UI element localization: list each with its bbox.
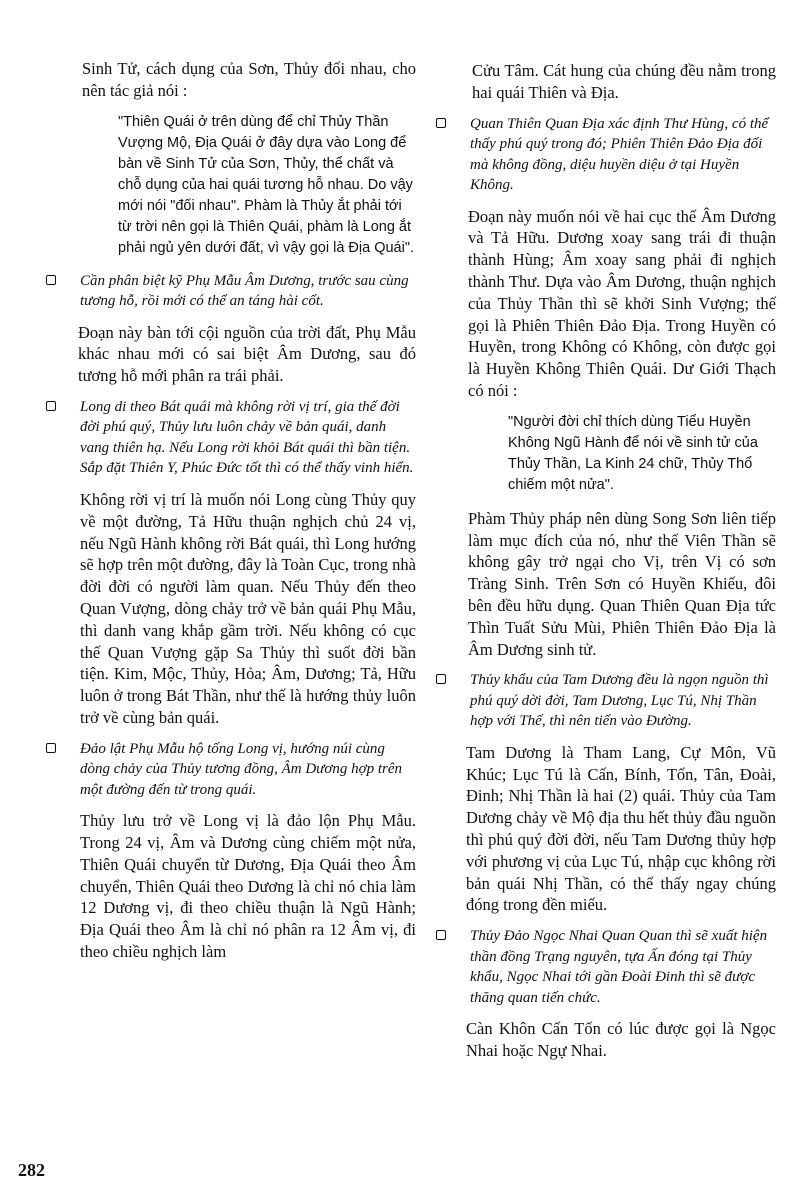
quote-block: "Người đời chỉ thích dùng Tiểu Huyền Không Ngũ Hành để nói về sinh tử của Thủy Thần, La Kinh 24 chữ, Thủy Thổ chiếm một nửa". xyxy=(508,413,758,493)
checkbox-icon xyxy=(46,401,56,411)
bullet-item xyxy=(436,926,776,1008)
paragraph: Càn Khôn Cấn Tốn có lúc được gọi là Ngọc Nhai hoặc Ngự Nhai. xyxy=(466,1019,776,1061)
bullet-item xyxy=(436,670,776,732)
checkbox-icon xyxy=(46,743,56,753)
checkbox-icon xyxy=(46,275,56,285)
checkbox-icon xyxy=(436,674,446,684)
page-number: 282 xyxy=(18,1160,45,1180)
left-column xyxy=(46,58,416,973)
paragraph: Không rời vị trí là muốn nói Long cùng Thủy quy về một đường, Tả Hữu thuận nghịch chủ 24 vị, nếu Ngũ Hành không rời Bát quái, thì Long hướng sẽ hợp trên một đường, đây là Toàn Cục, trong nhà đời đời có người làm quan. Nếu Thủy đến theo Quan Vượng, dòng chảy trở về bản quái Phụ Mẫu, thì danh vang khắp gầm trời. Nếu không có cục thế Quan Vượng gặp Sa Thủy thì suốt đời bần tiện. Kim, Mộc, Thủy, Hỏa; Âm, Dương; Tả, Hữu luôn ở trong Bát Thần, như thế là hướng thủy luôn trở về cùng bản quái. xyxy=(80,489,416,727)
bullet-item xyxy=(46,739,416,801)
quote-block: "Thiên Quái ở trên dùng để chỉ Thủy Thần Vượng Mộ, Địa Quái ở đây dựa vào Long để bàn về Sinh Tử của Sơn, Thủy, thể chất và chỗ dụng của hai quái tương hỗ nhau. Do vậy mới nói "đối nhau". Phàm là Thủy ắt phải tới từ trời nên gọi là Thiên Quái, phàm là Long ắt phải ngủ yên dưới đất, vì vậy gọi là Địa Quái". xyxy=(118,113,414,256)
paragraph: Thủy lưu trở về Long vị là đảo lộn Phụ Mẫu. Trong 24 vị, Âm và Dương cùng chiếm một nửa, Thiên Quái chuyển từ Dương, Địa Quái theo Âm chuyển, Thiên Quái theo Dương là chỉ nó chia làm 12 Dương vị, đi theo chiều thuận là Ngũ Hành; Địa Quái theo Âm là chỉ nó phân ra 12 Âm vị, đi theo chiều nghịch làm xyxy=(80,811,416,962)
bullet-item xyxy=(46,271,416,312)
checkbox-icon xyxy=(436,118,446,128)
bullet-item xyxy=(436,114,776,196)
paragraph: Đoạn này muốn nói về hai cục thế Âm Dương và Tả Hữu. Dương xoay sang trái đi thuận thành Hùng; Âm xoay sang phải đi nghịch thành Thư. Dựa vào Âm Dương, thuận nghịch của Thủy Thần thì sẽ khởi Sinh Vượng; thế gọi là Phiên Thiên Đảo Địa. Trong Huyền có Huyền, trong Không có Không, còn được gọi là Huyền Không Thiên Quái. Dư Giới Thạch có nói : xyxy=(468,206,776,400)
right-column xyxy=(436,58,776,1072)
checkbox-icon xyxy=(436,930,446,940)
bullet-text: Cần phân biệt kỹ Phụ Mẫu Âm Dương, trước sau cùng tương hỗ, rồi mới có thể an táng hài cốt. xyxy=(80,272,409,310)
paragraph: Sinh Tử, cách dụng của Sơn, Thủy đối nhau, cho nên tác giả nói : xyxy=(82,59,416,100)
paragraph: Tam Dương là Tham Lang, Cự Môn, Vũ Khúc; Lục Tú là Cấn, Bính, Tốn, Tân, Đoài, Đinh; Nhị Thần là hai (2) quái. Thủy của Tam Dương chảy về Mộ địa thu hết thủy đầu nguồn thì phú quý đời đời, nếu Tam Dương thủy hợp với phương vị của Lục Tú, nhập cục không rời bản quái Nhị Thần, có thể thấy ngay chúng đóng trong đền miếu. xyxy=(466,742,776,915)
paragraph: Cửu Tâm. Cát hung của chúng đều nằm trong hai quái Thiên và Địa. xyxy=(472,61,776,102)
paragraph: Phàm Thủy pháp nên dùng Song Sơn liên tiếp làm mục đích của nó, như thế Viên Thần sẽ không gây trở ngại cho Vị, trên Vị có sơn Tràng Sinh. Trên Sơn có Huyền Khiếu, đôi bên đều hữu dụng. Quan Thiên Quan Địa tức Thìn Tuất Sửu Mùi, Phiên Thiên Đảo Địa là Âm Dương sinh tử. xyxy=(468,508,776,659)
bullet-text: Quan Thiên Quan Địa xác định Thư Hùng, có thể thấy phú quý trong đó; Phiên Thiên Đảo Địa đối mà không đồng, diệu huyền diệu ở tại Huyền Không. xyxy=(470,115,769,194)
bullet-text: Thủy khẩu của Tam Dương đều là ngọn nguồn thì phú quý dời đời, Tam Dương, Lục Tú, Nhị Thần hợp với Thế, thì nên tiến vào Đường. xyxy=(470,672,769,730)
bullet-text: Long di theo Bát quái mà không rời vị trí, gia thế đời đời phú quý, Thủy lưu luôn chảy về bản quái, danh vang thiên hạ. Nếu Long rời khỏi Bát quái thì bần tiện. Sắp đặt Thiên Y, Phúc Đức tốt thì có thể thấy vinh hiển. xyxy=(80,398,414,477)
bullet-text: Thủy Đảo Ngọc Nhai Quan Quan thì sẽ xuất hiện thần đồng Trạng nguyên, tựa Ấn đóng tại Thủy khẩu, Ngọc Nhai tới gần Đoài Đinh thì sẽ được thăng quan tiến chức. xyxy=(470,928,768,1006)
bullet-text: Đảo lật Phụ Mẫu hộ tống Long vị, hướng núi cùng dòng chảy của Thủy tương đồng, Âm Dương hợp trên một đường đến từ trong quái. xyxy=(80,740,403,798)
bullet-item xyxy=(46,397,416,479)
paragraph: Đoạn này bàn tới cội nguồn của trời đất, Phụ Mẫu khác nhau mới có sai biệt Âm Dương, sau đó tương hỗ mới phân ra trái phải. xyxy=(78,322,416,386)
